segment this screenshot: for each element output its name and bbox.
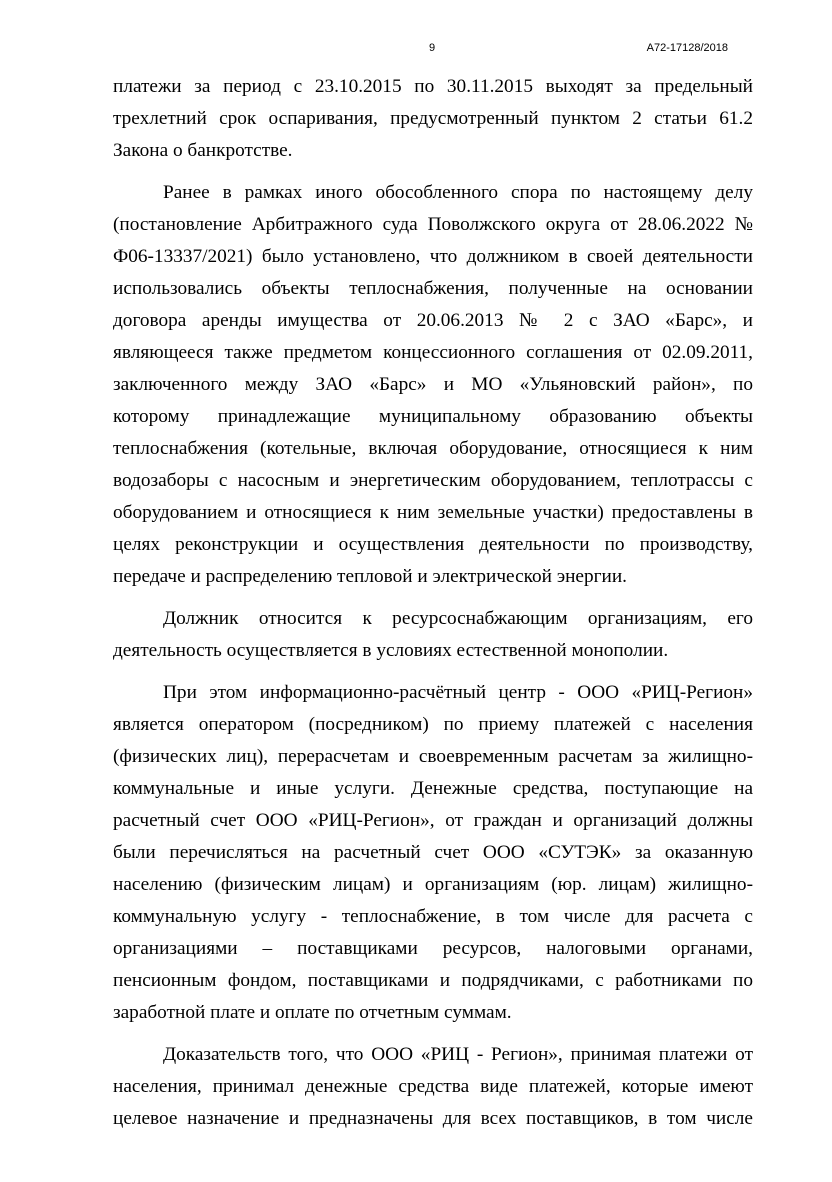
text-line: целях реконструкции и осуществления деятельности по производству, [113, 534, 753, 555]
case-number: А72-17128/2018 [646, 42, 728, 54]
text-line: Доказательств того, что ООО «РИЦ - Регион», принимая платежи от [163, 1044, 753, 1065]
text-line: (постановление Арбитражного суда Поволжского округа от 28.06.2022 № [113, 214, 753, 235]
text-line: Должник относится к ресурсоснабжающим организациям, его [163, 608, 753, 629]
text-line: коммунальную услугу - теплоснабжение, в том числе для расчета с [113, 906, 753, 927]
page-number: 9 [428, 42, 436, 54]
paragraph [113, 603, 753, 667]
text-line: Закона о банкротстве. [113, 140, 293, 161]
text-line: является оператором (посредником) по приему платежей с населения [113, 714, 753, 735]
text-line: теплоснабжения (котельные, включая оборудование, относящиеся к ним [113, 438, 753, 459]
text-line: (физических лиц), перерасчетам и своевременным расчетам за жилищно- [113, 746, 753, 767]
text-line: Ранее в рамках иного обособленного спора по настоящему делу [163, 182, 753, 203]
text-line: являющееся также предметом концессионного соглашения от 02.09.2011, [113, 342, 753, 363]
text-line: целевое назначение и предназначены для всех поставщиков, в том числе [113, 1108, 753, 1129]
text-line: оборудованием и относящиеся к ним земельные участки) предоставлены в [113, 502, 753, 523]
text-line: использовались объекты теплоснабжения, полученные на основании [113, 278, 753, 299]
text-line: заключенного между ЗАО «Барс» и МО «Ульяновский район», по [113, 374, 753, 395]
paragraph [113, 71, 753, 167]
text-line: При этом информационно-расчётный центр - ООО «РИЦ-Регион» [163, 682, 753, 703]
text-line: передаче и распределению тепловой и электрической энергии. [113, 566, 627, 587]
text-line: деятельность осуществляется в условиях естественной монополии. [113, 640, 669, 661]
text-line: пенсионным фондом, поставщиками и подрядчиками, с работниками по [113, 970, 753, 991]
text-line: Ф06-13337/2021) было установлено, что должником в своей деятельности [113, 246, 753, 267]
text-line: заработной плате и оплате по отчетным суммам. [113, 1002, 512, 1023]
text-line: населения, принимал денежные средства виде платежей, которые имеют [113, 1076, 753, 1097]
document-body [113, 71, 753, 1135]
paragraph [113, 177, 753, 593]
text-line: были перечисляться на расчетный счет ООО «СУТЭК» за оказанную [113, 842, 753, 863]
paragraph [113, 677, 753, 1029]
text-line: расчетный счет ООО «РИЦ-Регион», от граждан и организаций должны [113, 810, 753, 831]
text-line: коммунальные и иные услуги. Денежные средства, поступающие на [113, 778, 753, 799]
text-line: водозаборы с насосным и энергетическим оборудованием, теплотрассы с [113, 470, 753, 491]
text-line: платежи за период с 23.10.2015 по 30.11.2015 выходят за предельный [113, 76, 753, 97]
text-line: договора аренды имущества от 20.06.2013 № 2 с ЗАО «Барс», и [113, 310, 753, 331]
text-line: трехлетний срок оспаривания, предусмотренный пунктом 2 статьи 61.2 [113, 108, 753, 129]
text-line: населению (физическим лицам) и организациям (юр. лицам) жилищно- [113, 874, 753, 895]
text-line: которому принадлежащие муниципальному образованию объекты [113, 406, 753, 427]
paragraph [113, 1039, 753, 1135]
text-line: организациями – поставщиками ресурсов, налоговыми органами, [113, 938, 753, 959]
